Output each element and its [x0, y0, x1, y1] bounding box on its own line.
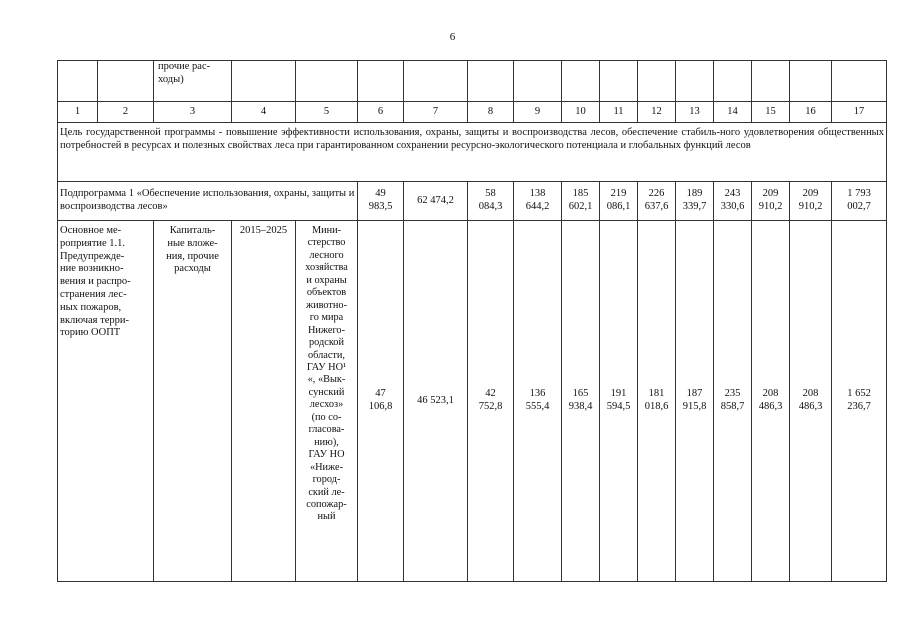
- column-number: 17: [832, 102, 887, 123]
- subprogram-value: 243 330,6: [714, 182, 752, 221]
- activity-value: 191 594,5: [600, 221, 638, 582]
- column-number: 16: [790, 102, 832, 123]
- header-cell: [752, 61, 790, 102]
- header-cell: [562, 61, 600, 102]
- activity-value: 208 486,3: [790, 221, 832, 582]
- activity-value: 47 106,8: [358, 221, 404, 582]
- activity-source: Капиталь- ные вложе- ния, прочие расходы: [154, 221, 232, 582]
- activity-value: 46 523,1: [404, 221, 468, 582]
- column-number: 8: [468, 102, 514, 123]
- activity-period: 2015–2025: [232, 221, 296, 582]
- header-cell-col3: прочие рас- ходы): [154, 61, 232, 102]
- column-number: 6: [358, 102, 404, 123]
- column-number: 13: [676, 102, 714, 123]
- column-number: 7: [404, 102, 468, 123]
- column-number: 2: [98, 102, 154, 123]
- column-number: 14: [714, 102, 752, 123]
- subprogram-value: 189 339,7: [676, 182, 714, 221]
- subprogram-value: 219 086,1: [600, 182, 638, 221]
- subprogram-value: 209 910,2: [752, 182, 790, 221]
- activity-row: [58, 221, 887, 582]
- subprogram-row: [58, 182, 887, 221]
- header-cell: [514, 61, 562, 102]
- activity-value: 208 486,3: [752, 221, 790, 582]
- subprogram-value: 226 637,6: [638, 182, 676, 221]
- column-number: 5: [296, 102, 358, 123]
- budget-table: [57, 60, 887, 582]
- header-cell: [232, 61, 296, 102]
- goal-row: [58, 123, 887, 182]
- header-cell: [296, 61, 358, 102]
- subprogram-value: 138 644,2: [514, 182, 562, 221]
- header-cell: [98, 61, 154, 102]
- column-number: 12: [638, 102, 676, 123]
- header-cell: [58, 61, 98, 102]
- header-cell: [404, 61, 468, 102]
- column-number: 10: [562, 102, 600, 123]
- activity-name: Основное ме- роприятие 1.1. Предупрежде- ние возникно- вения и распро- странения лес- ных пожаров, включая терри- торию ООПТ: [58, 221, 154, 582]
- header-cell: [638, 61, 676, 102]
- column-number: 15: [752, 102, 790, 123]
- column-number: 4: [232, 102, 296, 123]
- goal-text: Цель государственной программы - повышение эффективности использования, охраны, защиты и воспроизводства лесов, обеспечение стабиль-ного удовлетворения общественных потребностей в ресурсах и полезных свойствах леса при гарантированном сохранении ресурсно-экологического потенциала и глобальных функций лесов: [58, 123, 887, 182]
- header-cell: [790, 61, 832, 102]
- activity-value: 235 858,7: [714, 221, 752, 582]
- column-number: 3: [154, 102, 232, 123]
- header-cell: [600, 61, 638, 102]
- activity-value: 181 018,6: [638, 221, 676, 582]
- subprogram-value: 185 602,1: [562, 182, 600, 221]
- page-number: 6: [449, 31, 456, 43]
- activity-value: 42 752,8: [468, 221, 514, 582]
- subprogram-title: Подпрограмма 1 «Обеспечение использования, охраны, защиты и воспроизводства лесов»: [58, 182, 358, 221]
- subprogram-value: 62 474,2: [404, 182, 468, 221]
- header-continuation-row: [58, 61, 887, 102]
- activity-value: 1 652 236,7: [832, 221, 887, 582]
- column-number-row: [58, 102, 887, 123]
- activity-value: 165 938,4: [562, 221, 600, 582]
- header-cell: [468, 61, 514, 102]
- header-cell: [714, 61, 752, 102]
- activity-value: 136 555,4: [514, 221, 562, 582]
- activity-executor: Мини- стерство лесного хозяйства и охраны объектов животно- го мира Нижего- родской области, ГАУ НО¹ «, «Вык- сунский лесхоз» (по со- гласова- нию), ГАУ НО «Ниже- город- ский ле- сопожар- ный: [296, 221, 358, 582]
- subprogram-value: 209 910,2: [790, 182, 832, 221]
- header-cell: [676, 61, 714, 102]
- header-cell: [832, 61, 887, 102]
- subprogram-value: 1 793 002,7: [832, 182, 887, 221]
- column-number: 9: [514, 102, 562, 123]
- subprogram-value: 58 084,3: [468, 182, 514, 221]
- activity-value: 187 915,8: [676, 221, 714, 582]
- column-number: 1: [58, 102, 98, 123]
- header-cell: [358, 61, 404, 102]
- subprogram-value: 49 983,5: [358, 182, 404, 221]
- column-number: 11: [600, 102, 638, 123]
